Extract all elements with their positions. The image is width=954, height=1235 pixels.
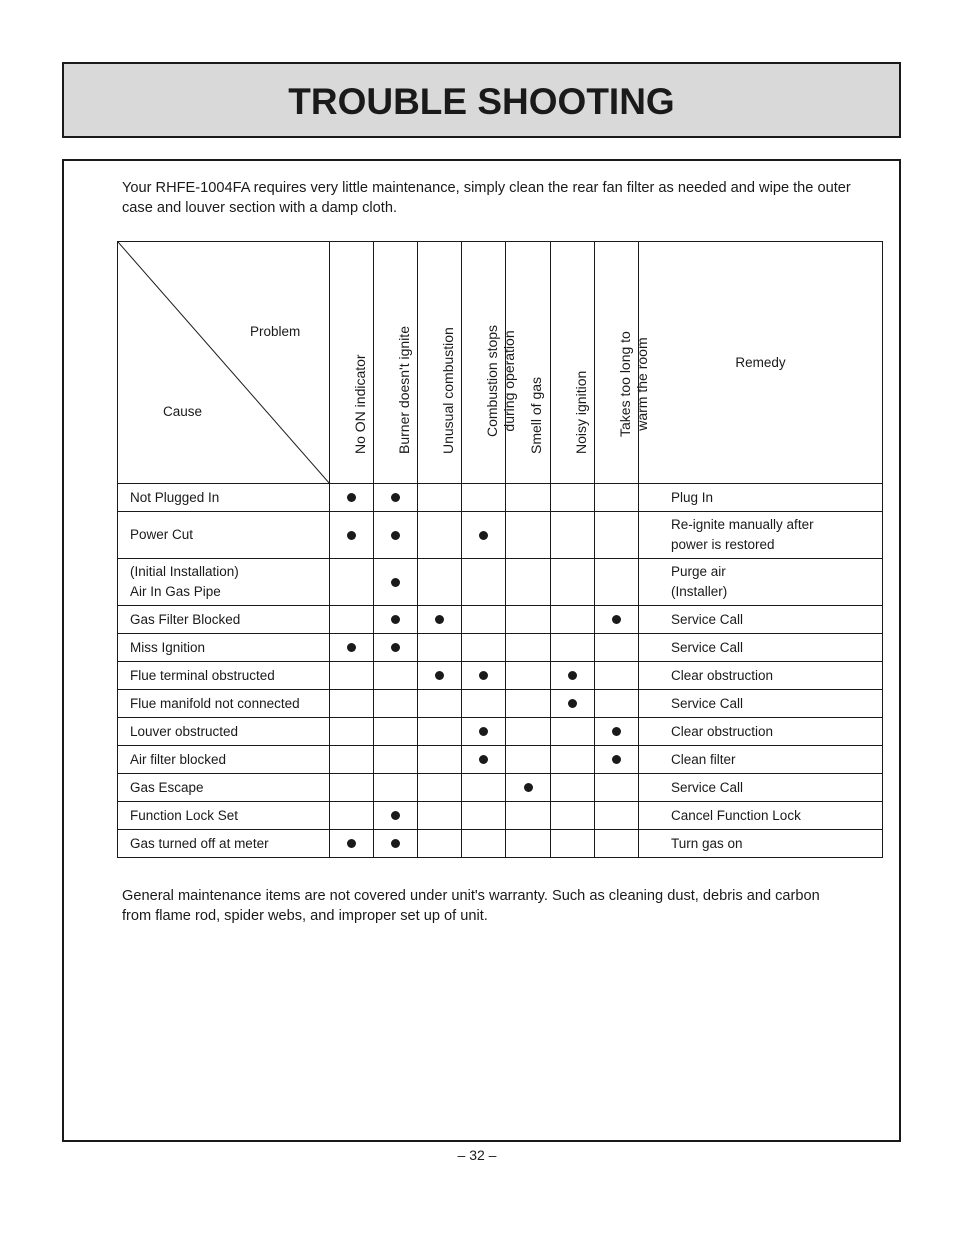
mark-cell xyxy=(330,802,374,830)
mark-cell xyxy=(418,512,462,559)
bullet-dot-icon xyxy=(435,671,444,680)
mark-cell xyxy=(418,559,462,606)
mark-cell xyxy=(330,774,374,802)
problem-header xyxy=(506,242,551,484)
mark-cell xyxy=(418,662,462,690)
mark-cell xyxy=(374,484,418,512)
mark-cell xyxy=(418,484,462,512)
bullet-dot-icon xyxy=(435,615,444,624)
remedy-text: Clean filter xyxy=(671,751,736,767)
mark-cell xyxy=(462,634,506,662)
cause-text: Gas Escape xyxy=(130,779,204,795)
problem-label: No ON indicator xyxy=(351,354,368,454)
cause-cell xyxy=(118,662,330,690)
mark-cell xyxy=(374,634,418,662)
mark-cell xyxy=(330,559,374,606)
remedy-text: Service Call xyxy=(671,779,744,795)
mark-cell xyxy=(551,662,595,690)
mark-cell xyxy=(595,512,639,559)
mark-cell xyxy=(330,662,374,690)
mark-cell xyxy=(506,830,551,858)
mark-cell xyxy=(462,830,506,858)
mark-cell xyxy=(374,746,418,774)
mark-cell xyxy=(418,718,462,746)
mark-cell xyxy=(595,484,639,512)
table-row xyxy=(118,774,883,802)
mark-cell xyxy=(595,606,639,634)
remedy-cell xyxy=(639,512,883,559)
table-row xyxy=(118,512,883,559)
mark-cell xyxy=(330,718,374,746)
cause-cell xyxy=(118,559,330,606)
remedy-cell xyxy=(639,606,883,634)
table-body xyxy=(118,484,883,858)
cause-cell xyxy=(118,774,330,802)
mark-cell xyxy=(374,606,418,634)
cause-cell xyxy=(118,802,330,830)
mark-cell xyxy=(374,774,418,802)
mark-cell xyxy=(330,512,374,559)
mark-cell xyxy=(418,802,462,830)
corner-problem-label: Problem xyxy=(250,324,301,339)
cause-cell xyxy=(118,484,330,512)
remedy-text: Clear obstruction xyxy=(671,667,774,683)
mark-cell xyxy=(462,802,506,830)
cause-text: Air In Gas Pipe xyxy=(130,584,221,599)
bullet-dot-icon xyxy=(391,493,400,502)
mark-cell xyxy=(595,662,639,690)
bullet-dot-icon xyxy=(391,615,400,624)
diagonal-line xyxy=(118,242,330,484)
mark-cell xyxy=(551,802,595,830)
mark-cell xyxy=(462,774,506,802)
cause-cell xyxy=(118,690,330,718)
table-row xyxy=(118,690,883,718)
cause-text: Louver obstructed xyxy=(130,723,239,739)
cause-text: Miss Ignition xyxy=(130,639,206,655)
remedy-text: Service Call xyxy=(671,695,744,711)
remedy-text: Service Call xyxy=(671,639,744,655)
content-frame xyxy=(62,159,901,1142)
mark-cell xyxy=(418,606,462,634)
cause-cell xyxy=(118,512,330,559)
table-row xyxy=(118,606,883,634)
remedy-text: Service Call xyxy=(671,611,744,627)
mark-cell xyxy=(506,484,551,512)
table-row xyxy=(118,484,883,512)
cause-text: Flue terminal obstructed xyxy=(130,667,275,683)
cause-cell xyxy=(118,634,330,662)
mark-cell xyxy=(418,634,462,662)
table-row xyxy=(118,746,883,774)
mark-cell xyxy=(551,830,595,858)
problem-label: Combustion stops xyxy=(483,324,500,437)
bullet-dot-icon xyxy=(479,531,488,540)
mark-cell xyxy=(506,662,551,690)
mark-cell xyxy=(506,559,551,606)
bullet-dot-icon xyxy=(391,839,400,848)
mark-cell xyxy=(374,662,418,690)
problem-header xyxy=(374,242,418,484)
table-row xyxy=(118,662,883,690)
problem-label: Noisy ignition xyxy=(572,370,589,454)
mark-cell xyxy=(595,802,639,830)
problem-header: Combustion stops during operation xyxy=(462,242,506,484)
warranty-note: General maintenance items are not covered under unit's warranty. Such as cleaning dust, debris and carbon from flame rod, spider webs, and improper set up of unit. xyxy=(122,888,820,924)
mark-cell xyxy=(551,512,595,559)
corner-cell xyxy=(118,242,330,484)
table-row xyxy=(118,718,883,746)
mark-cell xyxy=(330,606,374,634)
remedy-cell xyxy=(639,746,883,774)
mark-cell xyxy=(462,746,506,774)
bullet-dot-icon xyxy=(479,727,488,736)
remedy-text: Turn gas on xyxy=(671,835,743,851)
mark-cell xyxy=(506,718,551,746)
cause-text: Air filter blocked xyxy=(130,751,227,767)
mark-cell xyxy=(462,484,506,512)
mark-cell xyxy=(595,718,639,746)
cause-text: Gas turned off at meter xyxy=(130,835,269,851)
mark-cell xyxy=(330,690,374,718)
remedy-cell xyxy=(639,690,883,718)
remedy-cell xyxy=(639,559,883,606)
mark-cell xyxy=(374,718,418,746)
mark-cell xyxy=(418,830,462,858)
mark-cell xyxy=(595,830,639,858)
mark-cell xyxy=(462,662,506,690)
table-row xyxy=(118,559,883,606)
remedy-text: Cancel Function Lock xyxy=(671,807,801,823)
cause-cell xyxy=(118,746,330,774)
mark-cell xyxy=(551,718,595,746)
bullet-dot-icon xyxy=(612,615,621,624)
mark-cell xyxy=(462,690,506,718)
header-row xyxy=(118,242,883,484)
remedy-cell xyxy=(639,634,883,662)
mark-cell xyxy=(330,634,374,662)
troubleshooting-table xyxy=(117,241,883,858)
corner-cause-label: Cause xyxy=(163,404,203,419)
bullet-dot-icon xyxy=(612,755,621,764)
mark-cell xyxy=(595,690,639,718)
bullet-dot-icon xyxy=(568,699,577,708)
remedy-text: Re-ignite manually after xyxy=(671,517,814,532)
remedy-cell xyxy=(639,662,883,690)
mark-cell xyxy=(462,606,506,634)
bullet-dot-icon xyxy=(391,811,400,820)
problem-label: Unusual combustion xyxy=(439,327,456,454)
remedy-text: power is restored xyxy=(671,537,775,552)
bullet-dot-icon xyxy=(347,531,356,540)
mark-cell xyxy=(374,512,418,559)
bullet-dot-icon xyxy=(391,643,400,652)
remedy-cell xyxy=(639,718,883,746)
problem-header xyxy=(551,242,595,484)
remedy-cell xyxy=(639,830,883,858)
mark-cell xyxy=(462,559,506,606)
bullet-dot-icon xyxy=(347,839,356,848)
remedy-text: Plug In xyxy=(671,489,714,505)
bullet-dot-icon xyxy=(391,578,400,587)
cause-text: Flue manifold not connected xyxy=(130,695,300,711)
mark-cell xyxy=(462,512,506,559)
mark-cell xyxy=(551,559,595,606)
problem-header xyxy=(418,242,462,484)
mark-cell xyxy=(374,802,418,830)
mark-cell xyxy=(551,746,595,774)
mark-cell xyxy=(374,690,418,718)
bullet-dot-icon xyxy=(347,493,356,502)
cause-text: (Initial Installation) xyxy=(130,564,239,579)
mark-cell xyxy=(506,746,551,774)
bullet-dot-icon xyxy=(347,643,356,652)
page-number: – 32 – xyxy=(457,1147,497,1163)
mark-cell xyxy=(551,634,595,662)
bullet-dot-icon xyxy=(391,531,400,540)
mark-cell xyxy=(595,774,639,802)
mark-cell xyxy=(595,634,639,662)
mark-cell xyxy=(418,746,462,774)
mark-cell xyxy=(551,690,595,718)
problem-label: Takes too long to xyxy=(616,331,633,437)
mark-cell xyxy=(551,484,595,512)
remedy-cell xyxy=(639,484,883,512)
mark-cell xyxy=(374,559,418,606)
cause-cell xyxy=(118,830,330,858)
mark-cell xyxy=(595,746,639,774)
mark-cell xyxy=(418,690,462,718)
remedy-text: (Installer) xyxy=(671,584,728,599)
intro-paragraph: Your RHFE-1004FA requires very little maintenance, simply clean the rear fan filter as needed and wipe the outer case and louver section with a damp cloth. xyxy=(122,180,851,216)
cause-cell xyxy=(118,606,330,634)
mark-cell xyxy=(462,718,506,746)
table-row xyxy=(118,830,883,858)
table-row xyxy=(118,802,883,830)
remedy-text: Purge air xyxy=(671,564,726,579)
cause-cell xyxy=(118,718,330,746)
mark-cell xyxy=(595,559,639,606)
bullet-dot-icon xyxy=(568,671,577,680)
problem-header xyxy=(330,242,374,484)
problem-label: Burner doesn't ignite xyxy=(395,326,412,454)
mark-cell xyxy=(506,606,551,634)
mark-cell xyxy=(506,634,551,662)
problem-header: Takes too long to warm the room xyxy=(595,242,639,484)
bullet-dot-icon xyxy=(524,783,533,792)
mark-cell xyxy=(506,512,551,559)
bullet-dot-icon xyxy=(479,671,488,680)
remedy-cell xyxy=(639,774,883,802)
mark-cell xyxy=(506,690,551,718)
cause-text: Not Plugged In xyxy=(130,489,220,505)
table-row xyxy=(118,634,883,662)
mark-cell xyxy=(418,774,462,802)
remedy-cell xyxy=(639,802,883,830)
mark-cell xyxy=(330,484,374,512)
cause-text: Gas Filter Blocked xyxy=(130,611,241,627)
title-banner xyxy=(62,62,901,138)
cause-text: Function Lock Set xyxy=(130,807,239,823)
page-title: TROUBLE SHOOTING xyxy=(288,81,675,122)
mark-cell xyxy=(506,802,551,830)
bullet-dot-icon xyxy=(612,727,621,736)
problem-label: Smell of gas xyxy=(528,376,544,454)
cause-text: Power Cut xyxy=(130,527,194,542)
remedy-text: Clear obstruction xyxy=(671,723,774,739)
mark-cell xyxy=(551,774,595,802)
mark-cell xyxy=(330,746,374,774)
remedy-header: Remedy xyxy=(639,242,883,484)
mark-cell xyxy=(506,774,551,802)
mark-cell xyxy=(374,830,418,858)
mark-cell xyxy=(330,830,374,858)
mark-cell xyxy=(551,606,595,634)
bullet-dot-icon xyxy=(479,755,488,764)
